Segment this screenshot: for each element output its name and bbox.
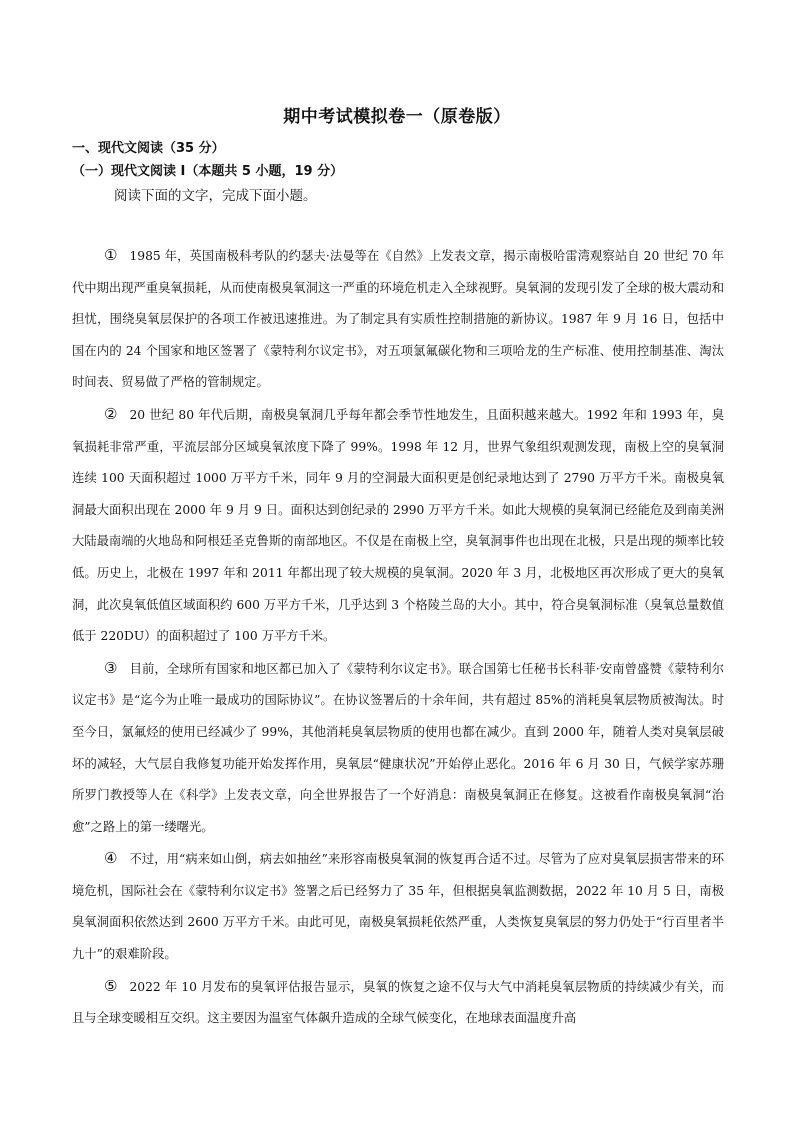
paragraph-text: 20 世纪 80 年代后期，南极臭氧洞几乎每年都会季节性地发生，且面积越来越大。1992 年和 1993 年，臭氧损耗非常严重，平流层部分区域臭氧浓度下降了 99%。1998 年 12 月，世界气象组织观测发现，南极上空的臭氧洞连续 100 天面积超过 1000 万平方千米，同年 9 月的空洞最大面积更是创纪录地达到了 2790 万平方千米。南极臭氧洞最大面积出现在 2000 年 9 月 9 日。面积达到创纪录的 2990 万平方千米。如此大规模的臭氧洞已经能危及到南美洲大陆最南端的火地岛和阿根廷圣克鲁斯的南部地区。不仅是在南极上空，臭氧洞事件也出现在北极，只是出现的频率比较低。历史上，北极在 1997 年和 2011 年都出现了较大规模的臭氧洞。2020 年 3 月，北极地区再次形成了更大的臭氧洞，此次臭氧低值区域面积约 600 万平方千米，几乎达到 3 个格陵兰岛的大小。其中，符合臭氧洞标准（臭氧总量数值低于 220DU）的面积超过了 100 万平方千米。 [72,407,724,644]
paragraph-number: ⑤ [104,976,118,995]
reading-passage [72,240,724,1035]
paragraph [72,653,724,844]
paragraph-number: ④ [104,849,118,868]
section-heading: 一、现代文阅读（35 分） [72,141,225,156]
paragraph-number: ③ [104,658,118,677]
paragraph-text: 1985 年，英国南极科考队的约瑟夫·法曼等在《自然》上发表文章，揭示南极哈雷湾观察站自 20 世纪 70 年代中期出现严重臭氧损耗，从而使南极臭氧洞这一严重的环境危机走入全球视野。臭氧洞的发现引发了全球的极大震动和担忧，围绕臭氧层保护的各项工作被迅速推进。为了制定具有实质性控制措施的新协议。1987 年 9 月 16 日，包括中国在内的 24 个国家和地区签署了《蒙特利尔议定书》，对五项氯氟碳化物和三项哈龙的生产标准、使用控制基准、淘汰时间表、贸易做了严格的管制规定。 [72,249,724,390]
sub-heading: （一）现代文阅读 I（本题共 5 小题，19 分） [72,164,344,179]
paragraph-text: 目前，全球所有国家和地区都已加入了《蒙特利尔议定书》。联合国第七任秘书长科菲·安南曾盛赞《蒙特利尔议定书》是“迄今为止唯一最成功的国际协议”。在协议签署后的十余年间，共有超过 85%的消耗臭氧层物质被淘汰。时至今日，氯氟烃的使用已经减少了 99%，其他消耗臭氧层物质的使用也都在减少。直到 2000 年，随着人类对臭氧层破坏的减轻，大气层自我修复功能开始发挥作用，臭氧层“健康状况”开始停止恶化。2016 年 6 月 30 日，气候学家苏珊所罗门教授等人在《科学》上发表文章，向全世界报告了一个好消息：南极臭氧洞正在修复。这被看作南极臭氧洞“治愈”之路上的第一缕曙光。 [72,661,724,834]
paragraph-text: 2022 年 10 月发布的臭氧评估报告显示，臭氧的恢复之途不仅与大气中消耗臭氧层物质的持续减少有关，而且与全球变暖相互交织。这主要因为温室气体飙升造成的全球气候变化，在地球表面温度升高 [72,979,724,1026]
paragraph [72,399,724,653]
paragraph [72,971,724,1035]
paragraph-text: 不过，用“病来如山倒，病去如抽丝”来形容南极臭氧洞的恢复再合适不过。尽管为了应对臭氧层损害带来的环境危机，国际社会在《蒙特利尔议定书》签署之后已经努力了 35 年，但根据臭氧监测数据，2022 年 10 月 5 日，南极臭氧洞面积依然达到 2600 万平方千米。由此可见，南极臭氧损耗依然严重，人类恢复臭氧层的努力仍处于“行百里者半九十”的艰难阶段。 [72,852,724,962]
paragraph [72,843,724,970]
paragraph-number: ① [104,246,118,264]
document-title: 期中考试模拟卷一（原卷版） [283,107,511,127]
reading-instruction: 阅读下面的文字，完成下面小题。 [114,188,317,204]
paragraph [72,240,724,399]
paragraph-number: ② [104,404,118,423]
